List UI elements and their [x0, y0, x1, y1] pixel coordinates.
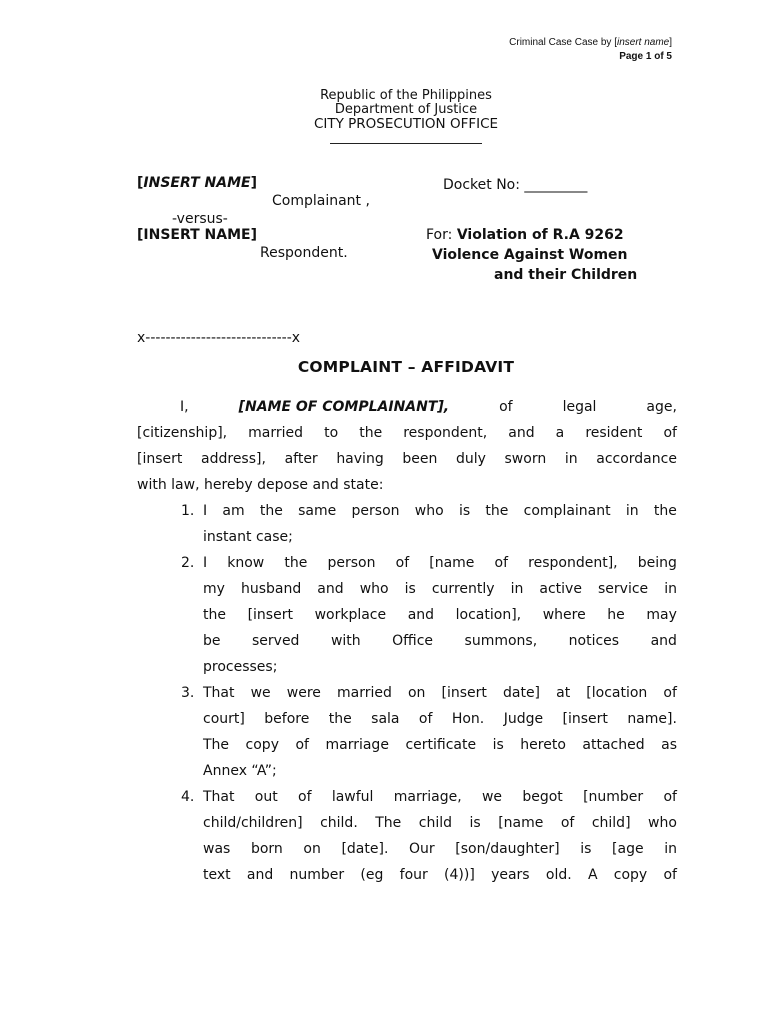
- word: currently: [431, 581, 495, 597]
- word: The: [375, 815, 402, 831]
- word: was: [203, 841, 231, 857]
- word: [son/daughter]: [455, 841, 560, 857]
- word: and: [650, 633, 677, 649]
- word: after: [284, 451, 318, 467]
- word: notices: [568, 633, 620, 649]
- word: workplace: [314, 607, 387, 623]
- word: text: [203, 867, 231, 883]
- word: marriage: [325, 737, 389, 753]
- word: before: [264, 711, 310, 727]
- bracket-close: ]: [250, 175, 258, 191]
- word: served: [252, 633, 300, 649]
- header-case-suffix: ]: [669, 37, 672, 48]
- word: That: [203, 685, 235, 701]
- list-number: 2.: [181, 555, 195, 571]
- word: sala: [371, 711, 400, 727]
- word: certificate: [405, 737, 477, 753]
- intro-line-4: with law, hereby depose and state:: [137, 477, 384, 493]
- intro-line-3: [137, 446, 677, 472]
- word: accordance: [596, 451, 677, 467]
- word: husband: [240, 581, 302, 597]
- bracket-open: [: [137, 175, 144, 191]
- word: (4))]: [444, 867, 475, 883]
- word: Hon.: [451, 711, 485, 727]
- word: person: [351, 503, 400, 519]
- word: at: [556, 685, 571, 701]
- word: [citizenship],: [137, 425, 228, 441]
- versus-label: -versus-: [172, 211, 228, 227]
- word: who: [359, 581, 389, 597]
- word: of: [663, 685, 677, 701]
- word: [age: [612, 841, 644, 857]
- word: the: [485, 503, 509, 519]
- word: marriage,: [393, 789, 462, 805]
- numbered-statements: [181, 498, 677, 888]
- word: were: [286, 685, 321, 701]
- signature-underline: [330, 143, 482, 144]
- list-line: [203, 680, 677, 706]
- word: having: [336, 451, 384, 467]
- list-number: 4.: [181, 789, 195, 805]
- caption-separator: x-----------------------------x: [137, 330, 301, 346]
- list-line: [203, 628, 677, 654]
- charge-line-1: [426, 226, 624, 244]
- list-line: [203, 550, 677, 576]
- word: hereto: [520, 737, 566, 753]
- header-case-prefix: Criminal Case Case by [: [509, 37, 617, 48]
- word: he: [607, 607, 625, 623]
- list-item: [181, 784, 677, 888]
- list-line: [203, 576, 677, 602]
- intro-word: I,: [180, 399, 189, 415]
- intro-word: age,: [646, 399, 677, 415]
- word: [name: [429, 555, 475, 571]
- word: [insert: [562, 711, 608, 727]
- list-line: [203, 862, 677, 888]
- word: of: [298, 789, 312, 805]
- word: born: [250, 841, 283, 857]
- list-line: instant case;: [203, 529, 293, 545]
- word: That: [203, 789, 235, 805]
- running-header: [509, 36, 672, 49]
- word: married: [336, 685, 392, 701]
- complainant-name-text: INSERT NAME: [143, 175, 251, 191]
- word: of: [663, 425, 677, 441]
- document-title: COMPLAINT – AFFIDAVIT: [297, 358, 515, 376]
- word: and: [317, 581, 344, 597]
- list-item: [181, 550, 677, 680]
- word: of: [295, 737, 309, 753]
- word: of: [663, 789, 677, 805]
- word: and: [508, 425, 535, 441]
- word: of: [560, 815, 575, 831]
- word: person: [327, 555, 376, 571]
- word: [insert: [441, 685, 487, 701]
- word: active: [539, 581, 582, 597]
- word: is: [580, 841, 592, 857]
- word: be: [203, 633, 221, 649]
- word: Office: [392, 633, 434, 649]
- word: and: [407, 607, 435, 623]
- list-line: [203, 498, 677, 524]
- word: number: [289, 867, 345, 883]
- word: child]: [591, 815, 631, 831]
- word: of: [663, 867, 677, 883]
- office-line: CITY PROSECUTION OFFICE: [313, 116, 499, 132]
- word: who: [648, 815, 677, 831]
- list-line: processes;: [203, 659, 278, 675]
- word: the: [653, 503, 677, 519]
- respondent-label: Respondent.: [260, 245, 348, 261]
- word: A: [587, 867, 598, 883]
- word: I: [203, 503, 208, 519]
- list-item: [181, 498, 677, 550]
- word: who: [414, 503, 444, 519]
- word: being: [637, 555, 677, 571]
- word: [date].: [341, 841, 389, 857]
- word: out: [254, 789, 278, 805]
- word: resident: [585, 425, 643, 441]
- word: [insert: [247, 607, 293, 623]
- list-line: [203, 836, 677, 862]
- department-line: Department of Justice: [334, 102, 478, 117]
- word: on: [303, 841, 321, 857]
- word: old.: [545, 867, 572, 883]
- word: child/children]: [203, 815, 303, 831]
- word: respondent],: [528, 555, 618, 571]
- list-item: [181, 680, 677, 784]
- list-number: 1.: [181, 503, 195, 519]
- list-line: [203, 732, 677, 758]
- word: location],: [455, 607, 522, 623]
- charge-line-3: and their Children: [494, 267, 638, 283]
- intro-word: legal: [562, 399, 597, 415]
- word: of: [418, 711, 433, 727]
- word: [name: [498, 815, 544, 831]
- intro-word: of: [499, 399, 513, 415]
- word: may: [646, 607, 677, 623]
- word: as: [661, 737, 677, 753]
- word: [insert: [137, 451, 183, 467]
- word: the: [328, 711, 352, 727]
- word: years: [491, 867, 530, 883]
- word: attached: [582, 737, 645, 753]
- word: child: [418, 815, 453, 831]
- word: married: [248, 425, 304, 441]
- header-case-name: insert name: [616, 37, 670, 48]
- word: know: [227, 555, 265, 571]
- word: with: [330, 633, 361, 649]
- complainant-label: Complainant ,: [272, 193, 370, 209]
- word: Judge: [503, 711, 544, 727]
- word: service: [598, 581, 649, 597]
- page-number: Page 1 of 5: [619, 51, 672, 62]
- complainant-name: [137, 174, 257, 192]
- word: summons,: [464, 633, 538, 649]
- word: in: [510, 581, 524, 597]
- word: address],: [201, 451, 266, 467]
- word: a: [555, 425, 565, 441]
- word: and: [246, 867, 274, 883]
- docket-number: Docket No: _________: [443, 177, 588, 193]
- intro-line-2: [137, 420, 677, 446]
- word: copy: [613, 867, 648, 883]
- intro-line-1: [137, 394, 677, 420]
- word: name].: [627, 711, 677, 727]
- violation-line-1: Violation of R.A 9262: [456, 227, 624, 243]
- word: child.: [320, 815, 358, 831]
- list-line: Annex “A”;: [203, 763, 277, 779]
- list-line: [203, 810, 677, 836]
- intro-paragraph: [137, 394, 677, 498]
- word: we: [481, 789, 503, 805]
- word: [location: [586, 685, 648, 701]
- list-line: [203, 784, 677, 810]
- word: we: [250, 685, 271, 701]
- respondent-name: [INSERT NAME]: [137, 227, 257, 243]
- list-number: 3.: [181, 685, 195, 701]
- word: in: [664, 581, 677, 597]
- word: been: [402, 451, 438, 467]
- word: in: [564, 451, 578, 467]
- republic-line: Republic of the Philippines: [320, 88, 492, 103]
- word: duly: [455, 451, 486, 467]
- word: complainant: [523, 503, 611, 519]
- word: is: [404, 581, 416, 597]
- word: the: [284, 555, 308, 571]
- word: is: [469, 815, 481, 831]
- intro-complainant-placeholder: [NAME OF COMPLAINANT],: [238, 399, 450, 415]
- word: same: [298, 503, 337, 519]
- word: four: [399, 867, 428, 883]
- word: on: [407, 685, 426, 701]
- word: to: [324, 425, 339, 441]
- word: copy: [245, 737, 279, 753]
- word: The: [203, 737, 230, 753]
- for-label: For:: [426, 227, 453, 243]
- word: sworn: [504, 451, 547, 467]
- word: of: [494, 555, 509, 571]
- word: is: [492, 737, 504, 753]
- list-line: [203, 706, 677, 732]
- word: the: [203, 607, 226, 623]
- word: I: [203, 555, 208, 571]
- word: the: [259, 503, 283, 519]
- word: am: [222, 503, 245, 519]
- word: Our: [409, 841, 435, 857]
- word: respondent,: [403, 425, 488, 441]
- word: date]: [502, 685, 541, 701]
- list-line: [203, 602, 677, 628]
- word: where: [542, 607, 586, 623]
- word: court]: [203, 711, 245, 727]
- word: in: [625, 503, 639, 519]
- word: is: [458, 503, 471, 519]
- charge-line-2: Violence Against Women: [432, 247, 628, 263]
- word: of: [395, 555, 410, 571]
- word: [number: [583, 789, 644, 805]
- word: the: [359, 425, 383, 441]
- word: begot: [522, 789, 563, 805]
- word: in: [664, 841, 677, 857]
- word: lawful: [331, 789, 374, 805]
- word: my: [203, 581, 225, 597]
- word: (eg: [360, 867, 384, 883]
